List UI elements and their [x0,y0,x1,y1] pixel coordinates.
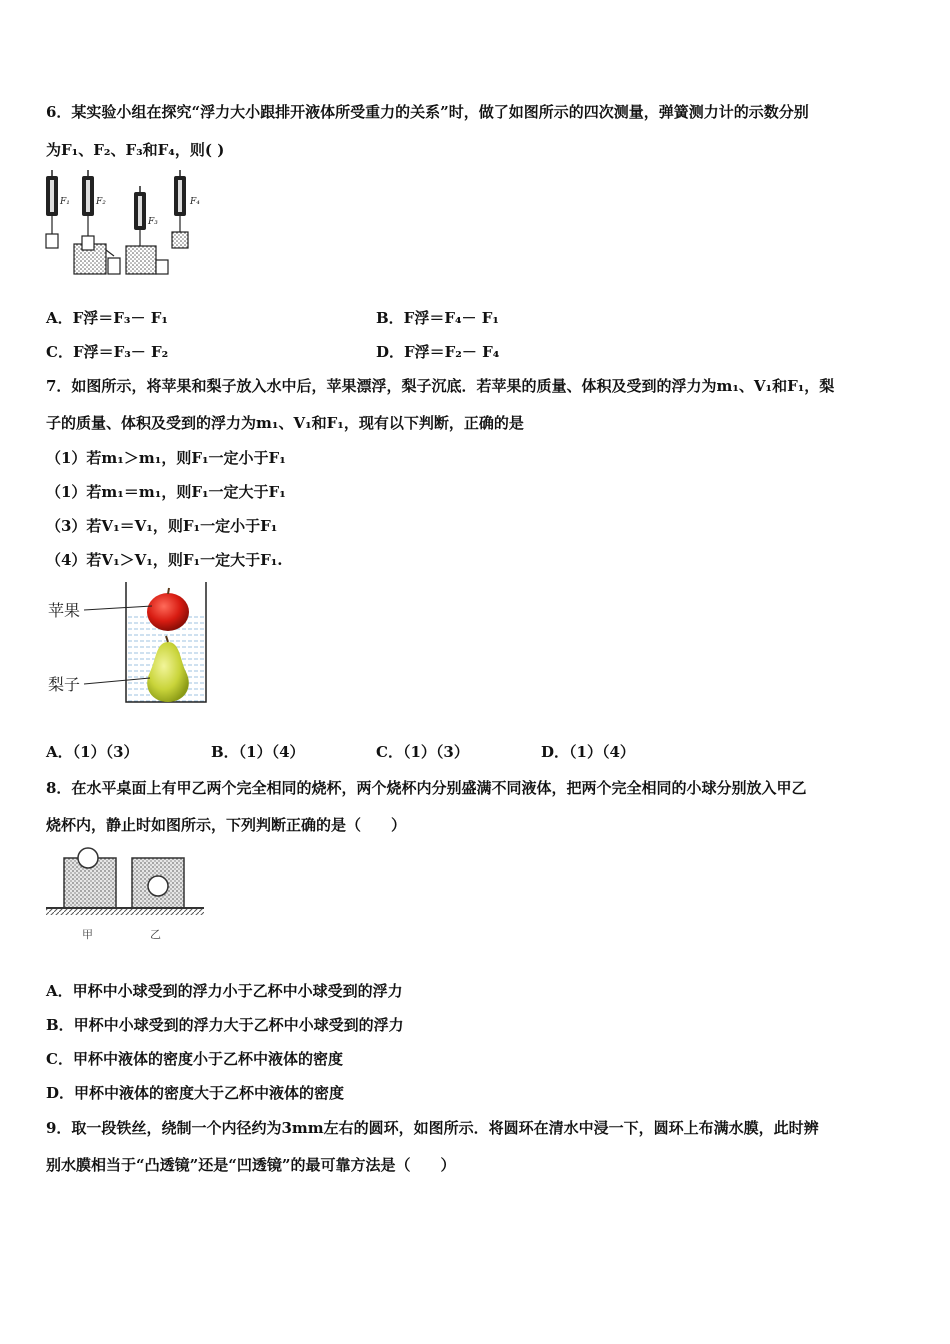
q9-stem-line1: 9．取一段铁丝，绕制一个内径约为3mm左右的圆环，如图所示．将圆环在清水中浸一下，圆环上布满水膜，此时辨 [46,1119,819,1137]
apple [147,588,189,631]
beaker-jia [64,848,116,908]
q8-stem-line2: 烧杯内，静止时如图所示，下列判断正确的是（ ） [46,816,407,834]
q6-spring-scale-figure [40,168,210,280]
q7-apple-pear-figure [44,578,214,708]
q8-stem-line1: 8．在水平桌面上有甲乙两个完全相同的烧杯，两个烧杯内分别盛满不同液体，把两个完全相同的小球分别放入甲乙 [46,779,807,797]
label-f4: F₄ [190,197,200,207]
q6-option-a: A．F浮＝F₃－ F₁ [46,309,168,327]
q8-option-b: B．甲杯中小球受到的浮力大于乙杯中小球受到的浮力 [46,1016,404,1034]
label-f1: F₁ [60,197,70,207]
q6-stem-line1: 6．某实验小组在探究“浮力大小跟排开液体所受重力的关系”时，做了如图所示的四次测量，弹簧测力计的示数分别 [46,103,809,121]
label-jia: 甲 [82,928,93,941]
q7-stem-line2: 子的质量、体积及受到的浮力为m₁、V₁和F₁，现有以下判断，正确的是 [46,414,524,432]
q7-option-d: D．（1）（4） [541,743,635,761]
q7-statement-1: （1）若m₁＞m₁，则F₁一定小于F₁ [46,449,286,467]
q7-option-c: C．（1）（3） [376,743,469,761]
q7-option-a: A．（1）（3） [46,743,139,761]
label-pear: 梨子 [48,675,81,694]
label-yi: 乙 [150,928,161,941]
q6-stem-line2: 为F₁、F₂、F₃和F₄，则( ) [46,141,225,159]
q8-option-d: D．甲杯中液体的密度大于乙杯中液体的密度 [46,1084,345,1102]
q7-statement-4: （4）若V₁＞V₁，则F₁一定大于F₁. [46,551,283,569]
label-f2: F₂ [96,197,106,207]
label-apple: 苹果 [48,601,81,620]
spring-scale-3 [126,186,168,274]
q8-option-a: A．甲杯中小球受到的浮力小于乙杯中小球受到的浮力 [46,982,403,1000]
label-f3: F₃ [148,217,158,227]
beaker-yi [132,858,184,908]
q8-option-c: C．甲杯中液体的密度小于乙杯中液体的密度 [46,1050,343,1068]
spring-scale-4 [172,170,200,248]
q7-statement-2: （1）若m₁＝m₁，则F₁一定大于F₁ [46,483,286,501]
q7-option-b: B．（1）（4） [211,743,305,761]
q9-stem-line2: 别水膜相当于“凸透镜”还是“凹透镜”的最可靠方法是（ ） [46,1156,456,1174]
q6-option-d: D．F浮＝F₂－ F₄ [376,343,500,361]
q7-stem-line1: 7．如图所示，将苹果和梨子放入水中后，苹果漂浮，梨子沉底．若苹果的质量、体积及受到的浮力为m₁、V₁和F₁，梨 [46,377,835,395]
q7-statement-3: （3）若V₁＝V₁，则F₁一定小于F₁ [46,517,278,535]
spring-scale-2 [74,170,120,274]
spring-scale-1 [46,170,70,248]
q8-beakers-figure [44,842,210,946]
q6-option-c: C．F浮＝F₃－ F₂ [46,343,169,361]
q6-option-b: B．F浮＝F₄－ F₁ [376,309,499,327]
